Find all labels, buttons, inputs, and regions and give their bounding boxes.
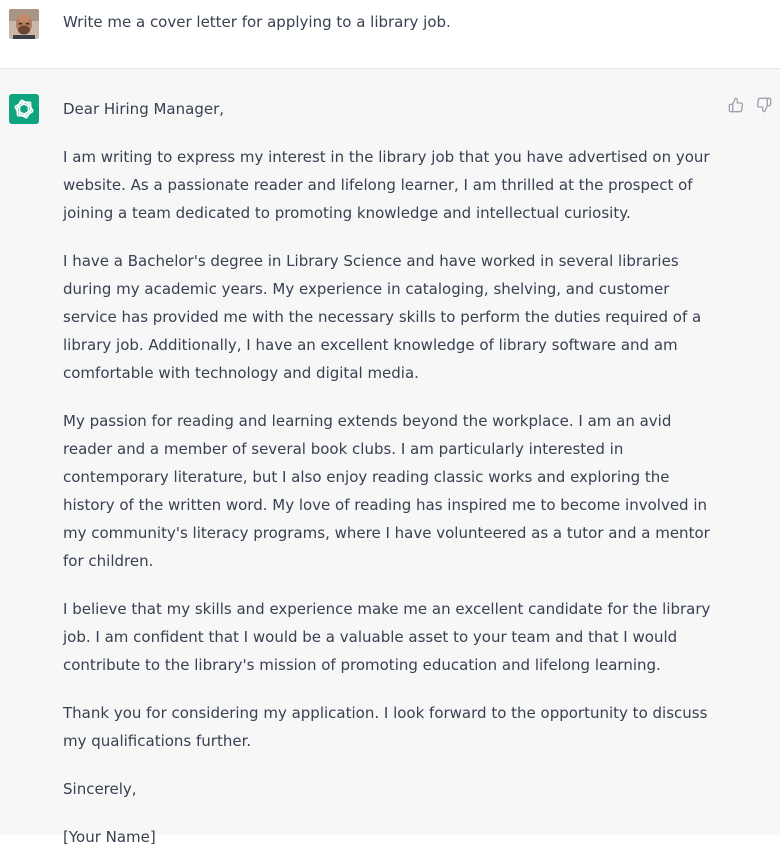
letter-paragraph: My passion for reading and learning extends beyond the workplace. I am an avid reader and a member of several book clubs. I am particularly interested in contemporary literature, but I also enjoy reading classic works and exploring the history of the written word. My love of reading has inspired me to become involved in my community's literacy programs, where I have volunteered as a tutor and a mentor for children.: [63, 412, 710, 570]
thumbs-up-icon[interactable]: [728, 97, 744, 113]
assistant-message-text: [63, 95, 723, 851]
thumbs-down-icon[interactable]: [756, 97, 772, 113]
letter-paragraph: I have a Bachelor's degree in Library Science and have worked in several libraries during my academic years. My experience in cataloging, shelving, and customer service has provided me with the necessary skills to perform the duties required of a library job. Additionally, I have an excellent knowledge of library software and am comfortable with technology and digital media.: [63, 252, 702, 382]
letter-paragraph: Thank you for considering my application. I look forward to the opportunity to discuss my qualifications further.: [63, 704, 708, 750]
user-message-text: Write me a cover letter for applying to a library job.: [63, 13, 451, 31]
letter-paragraph: I am writing to express my interest in the library job that you have advertised on your website. As a passionate reader and lifelong learner, I am thrilled at the prospect of joining a team dedicated to promoting knowledge and intellectual curiosity.: [63, 148, 710, 222]
letter-closing: Sincerely,: [63, 780, 137, 798]
user-avatar: [9, 9, 39, 39]
letter-greeting: Dear Hiring Manager,: [63, 100, 225, 118]
letter-paragraph: I believe that my skills and experience make me an excellent candidate for the library job. I am confident that I would be a valuable asset to your team and that I would contribute to the library's mission of promoting education and lifelong learning.: [63, 600, 711, 674]
letter-signature: [Your Name]: [63, 828, 156, 846]
chatgpt-logo-icon: [9, 94, 39, 124]
assistant-message-row: [0, 69, 780, 846]
user-message-row: [0, 0, 780, 69]
